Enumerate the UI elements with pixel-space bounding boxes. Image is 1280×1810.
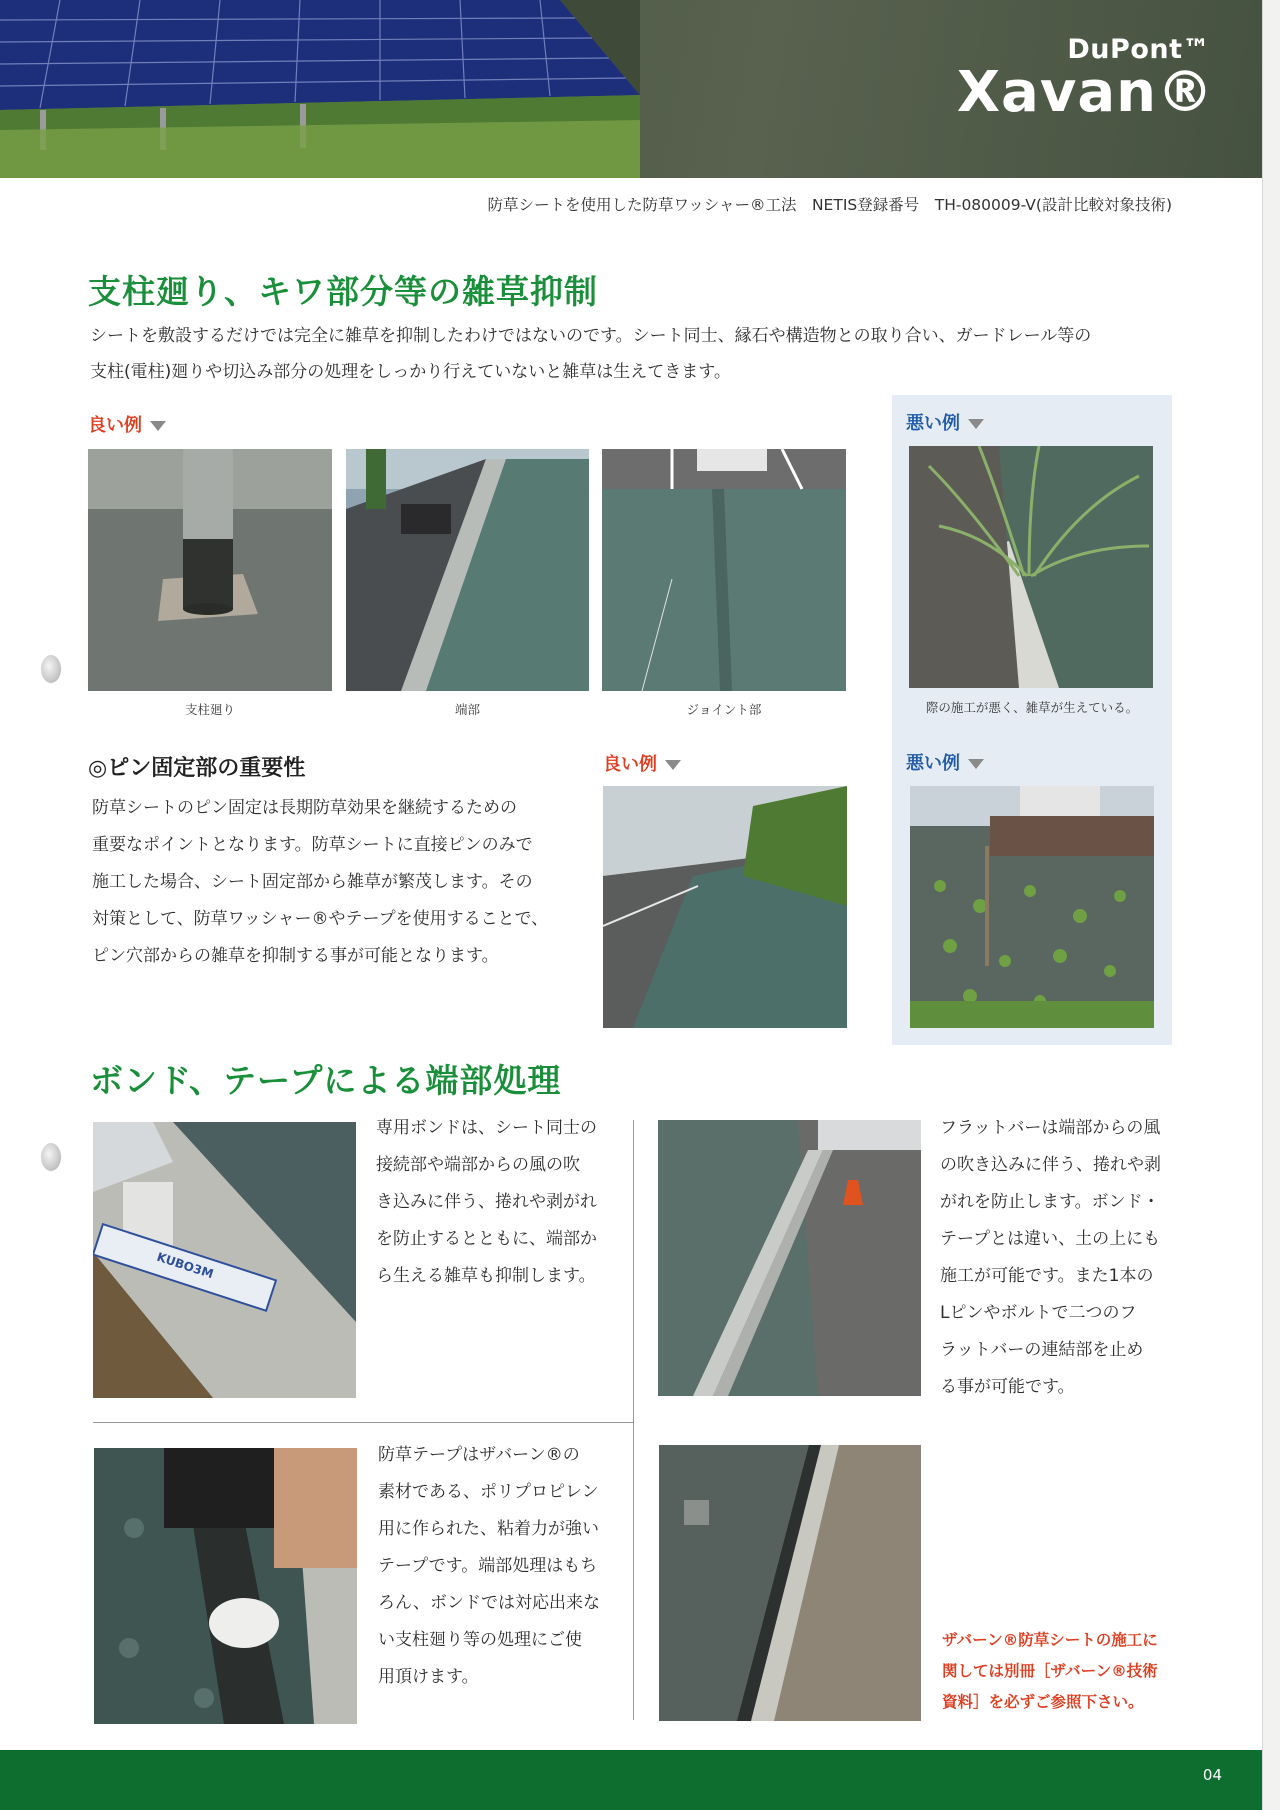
tape-line: い支柱廻り等の処理にご使: [378, 1630, 582, 1650]
netis-registration: 防草シートを使用した防草ワッシャー®工法 NETIS登録番号 TH-080009-V(設計比較対象技術): [487, 196, 1172, 214]
photo-flatbar: [658, 1120, 921, 1396]
flatbar-line: フラットバーは端部からの風: [940, 1118, 1161, 1138]
tape-line: 用に作られた、粘着力が強い: [378, 1519, 599, 1539]
pin-bad-text: 悪い例: [906, 753, 960, 774]
flatbar-line: がれを防止します。ボンド・: [940, 1192, 1160, 1212]
section2-title: ボンド、テープによる端部処理: [90, 1061, 562, 1100]
reference-note: [942, 1625, 1192, 1718]
tape-line: 素材である、ポリプロピレン: [378, 1482, 599, 1502]
caption-joint: ジョイント部: [686, 702, 762, 717]
flatbar-description: [940, 1110, 1185, 1406]
photo-curb-tape: [659, 1445, 921, 1721]
good-example-text: 良い例: [88, 415, 142, 436]
pin-body-line: 防草シートのピン固定は長期防草効果を継続するための: [92, 798, 517, 818]
flatbar-line: Lピンやボルトで二つのフ: [940, 1303, 1137, 1323]
photo-pin-good: [603, 786, 847, 1028]
brand-xavan: Xavan®: [956, 60, 1214, 125]
caption-edge: 端部: [454, 702, 480, 717]
pin-body-line: 対策として、防草ワッシャー®やテープを使用することで、: [92, 909, 549, 929]
flatbar-line: 施工が可能です。また1本の: [940, 1266, 1154, 1286]
binder-hole: [41, 1143, 61, 1171]
flatbar-line: の吹き込みに伴う、捲れや剥: [940, 1155, 1161, 1175]
bond-line: 接続部や端部からの風の吹: [376, 1155, 580, 1175]
bond-line: 専用ボンドは、シート同士の: [376, 1118, 597, 1138]
footer-bar: [0, 1750, 1262, 1810]
header-banner: [0, 0, 1262, 178]
flatbar-line: る事が可能です。: [940, 1377, 1075, 1397]
photo-bad-weeds-curb: [909, 446, 1153, 688]
pin-section-title: ◎ピン固定部の重要性: [88, 756, 306, 781]
pin-good-label: [603, 750, 681, 776]
solar-panel-photo: [0, 0, 640, 178]
bond-line: き込みに伴う、捲れや剥がれ: [376, 1192, 597, 1212]
bond-tube: KUBO3M: [93, 1223, 277, 1312]
good-example-label: [88, 411, 166, 437]
pin-bad-label: [906, 749, 984, 775]
bond-description: [376, 1110, 616, 1295]
tape-line: 防草テープはザバーン®の: [378, 1445, 580, 1465]
flatbar-line: ラットバーの連結部を止め: [940, 1340, 1144, 1360]
triangle-down-icon: [150, 421, 166, 431]
section1-body-line: 支柱(電柱)廻りや切込み部分の処理をしっかり行えていないと雑草は生えてきます。: [90, 362, 731, 382]
tape-line: 用頂けます。: [378, 1667, 479, 1687]
photo-joint: [602, 449, 846, 691]
note-line: 資料］を必ずご参照下さい。: [942, 1693, 1144, 1711]
pin-good-text: 良い例: [603, 754, 657, 775]
tape-description: [378, 1437, 618, 1696]
brand-dupont: DuPont™: [1067, 34, 1210, 65]
bond-line: ら生える雑草も抑制します。: [376, 1266, 596, 1286]
tape-line: ろん、ボンドでは対応出来な: [378, 1593, 601, 1613]
caption-bad: 際の施工が悪く、雑草が生えている。: [925, 700, 1139, 715]
page-number: 04: [1202, 1766, 1222, 1784]
note-line: ザバーン®防草シートの施工に: [942, 1631, 1158, 1649]
caption-pole: 支柱廻り: [184, 702, 235, 717]
tape-line: テープです。端部処理はもち: [378, 1556, 598, 1576]
bad-example-label: [906, 409, 984, 435]
row-divider: [93, 1422, 633, 1423]
photo-pole-surround: [88, 449, 332, 691]
page-edge: [1262, 0, 1280, 1810]
bond-line: を防止するとともに、端部か: [376, 1229, 597, 1249]
pin-body-line: 施工した場合、シート固定部から雑草が繁茂します。その: [92, 872, 533, 892]
pin-body-line: 重要なポイントとなります。防草シートに直接ピンのみで: [92, 835, 533, 855]
photo-tape: [94, 1448, 357, 1724]
section1-body: [90, 318, 1190, 390]
flatbar-line: テープとは違い、土の上にも: [940, 1229, 1161, 1249]
binder-hole: [41, 655, 61, 683]
column-divider: [633, 1120, 634, 1720]
section1-body-line: シートを敷設するだけでは完全に雑草を抑制したわけではないのです。シート同士、縁石や構造物との取り合い、ガードレール等の: [90, 326, 1092, 346]
photo-edge: [346, 449, 589, 691]
photo-pin-bad: [910, 786, 1154, 1028]
pin-body-line: ピン穴部からの雑草を抑制する事が可能となります。: [92, 946, 499, 966]
pin-section-body: [92, 790, 612, 975]
note-line: 関しては別冊［ザバーン®技術: [942, 1662, 1158, 1680]
triangle-down-icon: [665, 760, 681, 770]
bad-example-text: 悪い例: [906, 413, 960, 434]
triangle-down-icon: [968, 419, 984, 429]
triangle-down-icon: [968, 759, 984, 769]
section1-title: 支柱廻り、キワ部分等の雑草抑制: [88, 272, 598, 311]
photo-bond: [93, 1122, 356, 1398]
